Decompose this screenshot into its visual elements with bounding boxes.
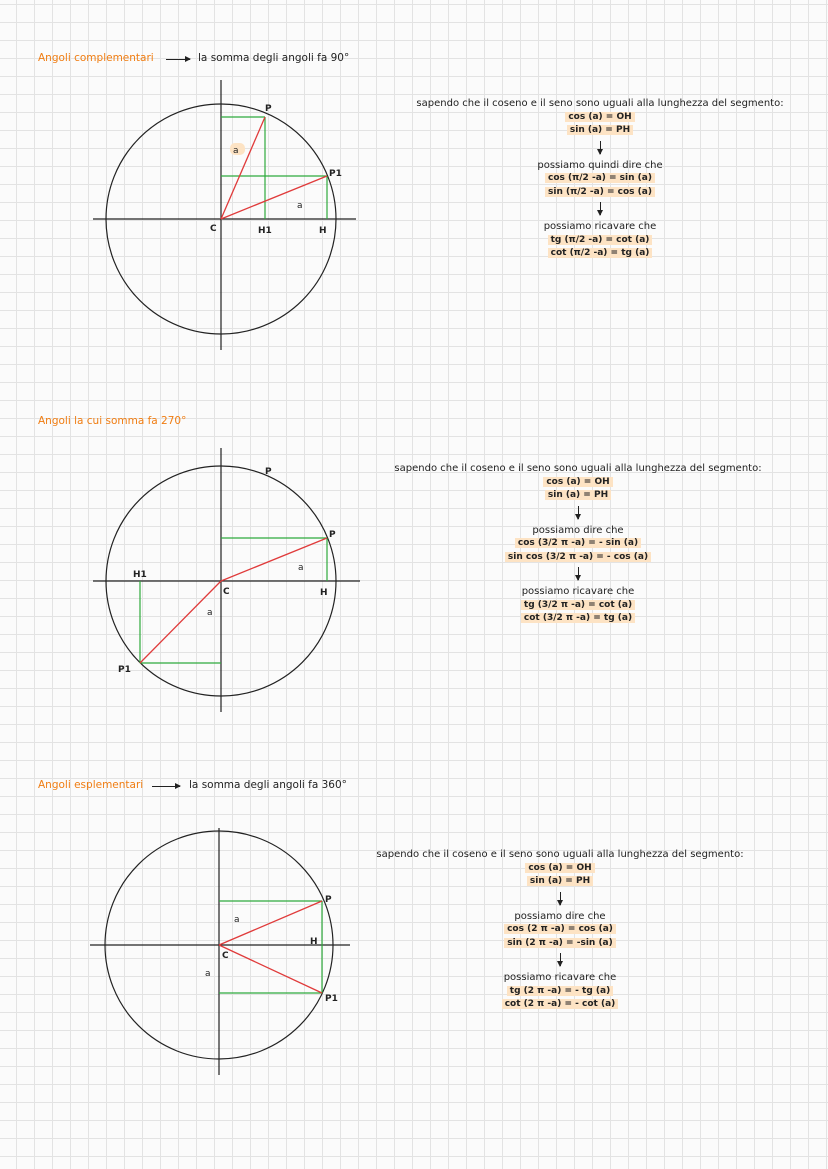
- radius-cp: [221, 538, 327, 581]
- formula: cot (π/2 -a) = tg (a): [548, 248, 653, 258]
- down-arrow: [560, 892, 561, 905]
- section2-explanation: [378, 462, 778, 626]
- definition-sin: sin (a) = PH: [567, 125, 633, 135]
- formula: cos (2 π -a) = cos (a): [504, 924, 616, 934]
- formula: tg (π/2 -a) = cot (a): [548, 235, 653, 245]
- radius-cp1: [219, 945, 322, 993]
- label-h: H: [310, 937, 318, 947]
- section1-arrow: [166, 59, 190, 60]
- definition-cos: cos (a) = OH: [525, 863, 594, 873]
- label-p1: P1: [325, 994, 338, 1004]
- formula: cos (3/2 π -a) = - sin (a): [515, 538, 641, 548]
- formula: sin (2 π -a) = -sin (a): [504, 938, 616, 948]
- formula: cot (2 π -a) = - cot (a): [502, 999, 619, 1009]
- section1-explanation: [400, 97, 800, 261]
- label-p: P: [265, 104, 272, 114]
- step1-title: possiamo dire che: [532, 524, 624, 536]
- label-h: H: [319, 226, 327, 236]
- section3-arrow: [152, 786, 180, 787]
- definition-cos: cos (a) = OH: [565, 112, 634, 122]
- formula: cot (3/2 π -a) = tg (a): [521, 613, 635, 623]
- label-c: C: [223, 587, 230, 597]
- label-h: H: [320, 588, 328, 598]
- definition-sin: sin (a) = PH: [545, 490, 611, 500]
- step1-title: possiamo quindi dire che: [537, 159, 663, 171]
- section3-diagram: [80, 820, 380, 1085]
- step2-title: possiamo ricavare che: [521, 586, 635, 597]
- label-p1: P1: [329, 169, 342, 179]
- section2-diagram: [80, 440, 380, 730]
- formula: tg (3/2 π -a) = cot (a): [521, 600, 635, 610]
- label-p: P: [325, 895, 332, 905]
- label-c: C: [222, 951, 229, 961]
- intro-text: sapendo che il coseno e il seno sono uguali alla lunghezza del segmento:: [376, 849, 744, 860]
- intro-text: sapendo che il coseno e il seno sono uguali alla lunghezza del segmento:: [394, 463, 762, 474]
- label-alpha: a: [234, 915, 240, 925]
- label-c: C: [210, 224, 217, 234]
- section3-description: la somma degli angoli fa 360°: [189, 779, 347, 791]
- formula: sin cos (3/2 π -a) = - cos (a): [505, 552, 651, 562]
- label-p-top: P: [265, 467, 272, 477]
- label-p: P: [329, 530, 336, 540]
- down-arrow: [600, 202, 601, 215]
- down-arrow: [578, 506, 579, 519]
- label-alpha: a: [298, 563, 304, 573]
- section1-title: Angoli complementari: [38, 52, 154, 64]
- section3-title: Angoli esplementari: [38, 779, 144, 791]
- formula: tg (2 π -a) = - tg (a): [507, 986, 613, 996]
- step2-title: possiamo ricavare che: [503, 972, 617, 983]
- intro-text: sapendo che il coseno e il seno sono uguali alla lunghezza del segmento:: [416, 98, 784, 109]
- section2-title: Angoli la cui somma fa 270°: [38, 415, 187, 427]
- definition-sin: sin (a) = PH: [527, 876, 593, 886]
- label-alpha: a: [207, 608, 213, 618]
- label-alpha: a: [297, 201, 303, 211]
- section1-description: la somma degli angoli fa 90°: [198, 52, 350, 64]
- step1-title: possiamo dire che: [514, 910, 606, 922]
- section1-diagram: [80, 75, 380, 365]
- radius-cp1: [140, 581, 221, 663]
- section3-explanation: [355, 848, 765, 1012]
- formula: sin (π/2 -a) = cos (a): [545, 187, 655, 197]
- down-arrow: [578, 567, 579, 580]
- down-arrow: [560, 953, 561, 966]
- formula: cos (π/2 -a) = sin (a): [545, 173, 655, 183]
- step2-title: possiamo ricavare che: [543, 221, 657, 232]
- label-alpha: a: [205, 969, 211, 979]
- label-h1: H1: [133, 570, 147, 580]
- label-p1: P1: [118, 665, 131, 675]
- label-h1: H1: [258, 226, 272, 236]
- definition-cos: cos (a) = OH: [543, 477, 612, 487]
- label-alpha: a: [233, 146, 239, 156]
- down-arrow: [600, 141, 601, 154]
